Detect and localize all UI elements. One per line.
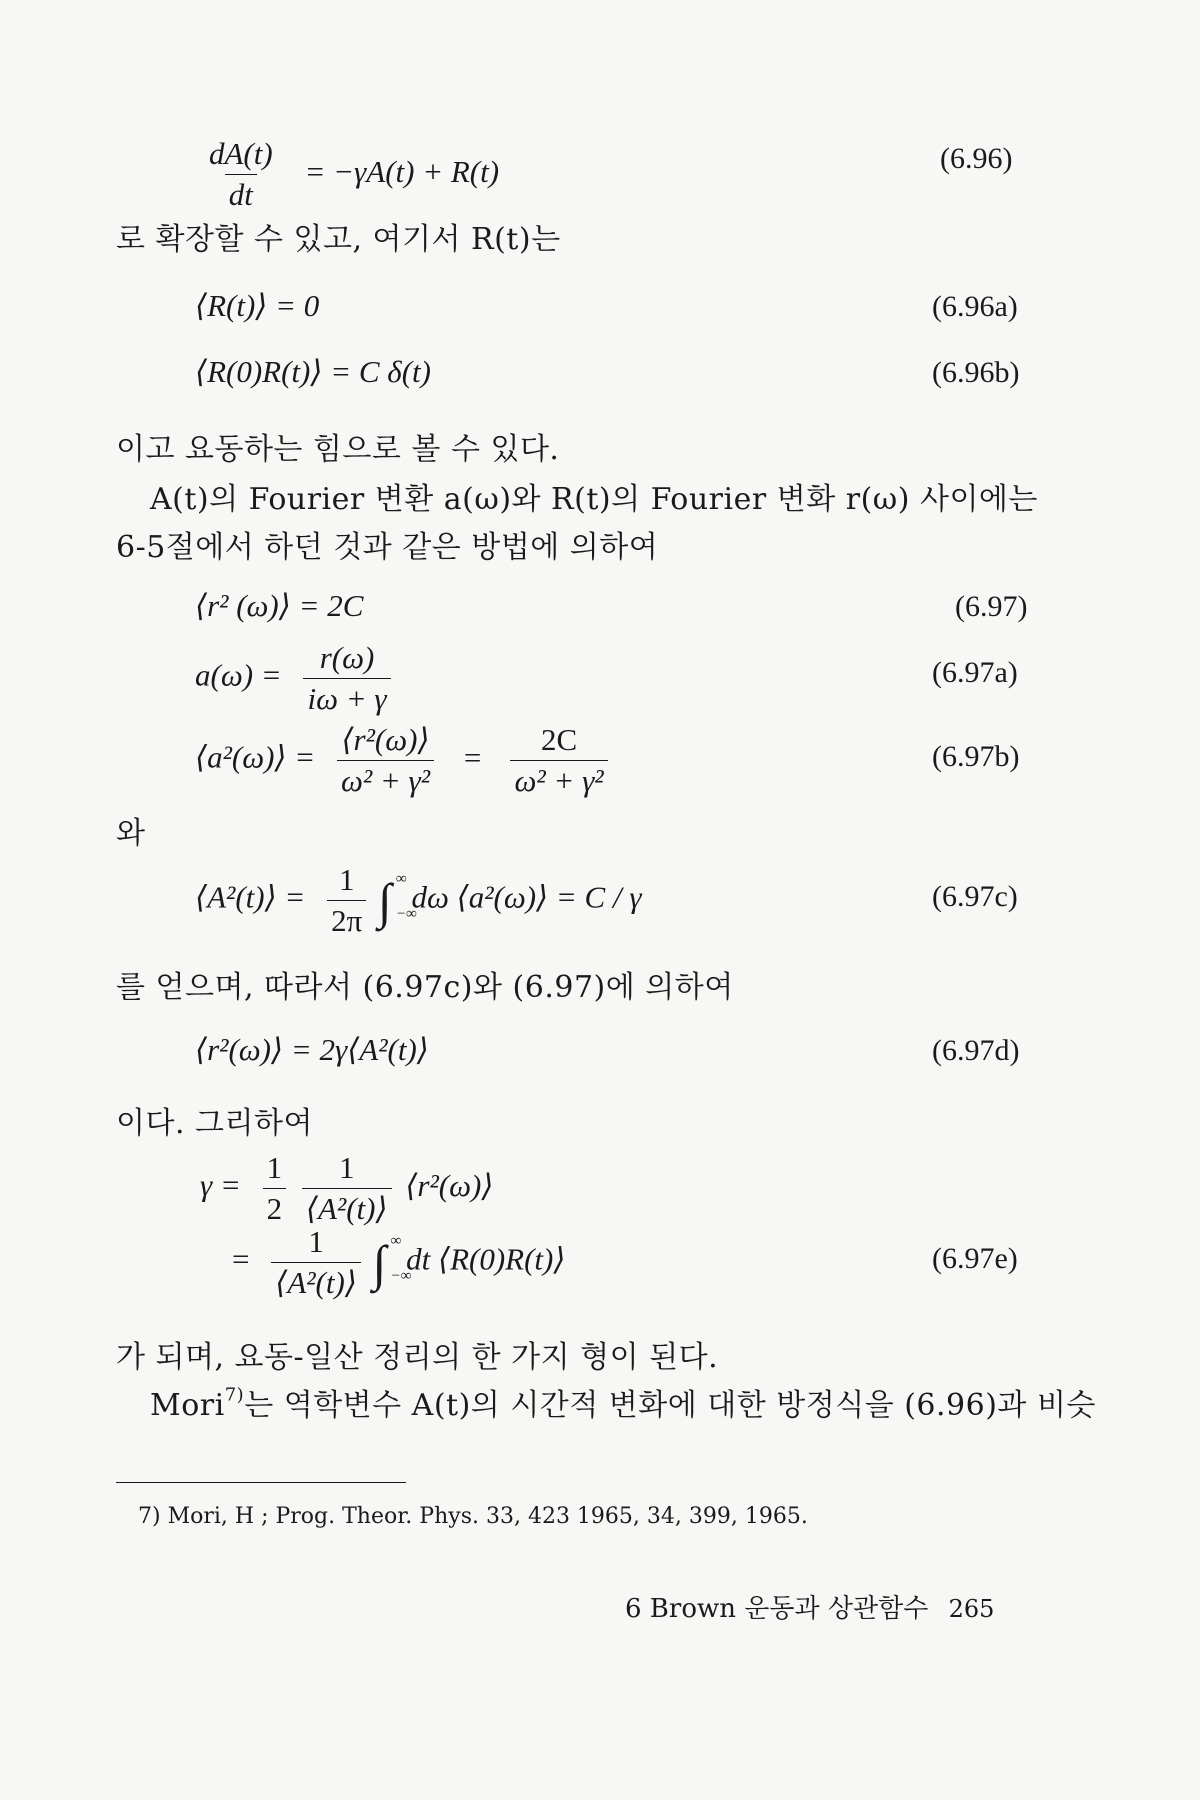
numerator: 1 [338,862,355,897]
equals-sign: = [232,1241,250,1277]
equation-lhs: ⟨a²(ω)⟩ = [195,739,316,775]
numerator: 1 [266,1150,283,1185]
integral-glyph: ∫ [378,872,392,929]
body-text: 를 얻으며, 따라서 (6.97c)와 (6.97)에 의하여 [116,970,734,1005]
upper-limit: ∞ [396,870,407,887]
equation-6-97e-line2 [232,1224,565,1301]
numerator: 1 [338,1150,355,1185]
numerator: 2C [540,722,578,757]
equation-rhs: = −γA(t) + R(t) [304,153,500,189]
numerator: r(ω) [319,640,375,675]
equation-6-97e-line1 [200,1150,493,1227]
numerator: dA(t) [209,136,273,171]
equation-number: (6.97c) [932,880,1018,913]
footnote-separator [116,1482,406,1483]
equation-number: (6.96b) [932,356,1020,389]
body-text: 이고 요동하는 힘으로 볼 수 있다. [116,432,560,467]
denominator: ω² + γ² [510,760,607,799]
denominator: ω² + γ² [337,760,434,799]
running-footer [625,1588,994,1625]
equation-rhs: dω ⟨a²(ω)⟩ = C / γ [411,879,642,915]
integral-glyph: ∫ [372,1234,387,1291]
body-text: 가 되며, 요동-일산 정리의 한 가지 형이 된다. [116,1340,719,1375]
body-text: 6-5절에서 하던 것과 같은 방법에 의하여 [116,530,659,565]
body-text: 로 확장할 수 있고, 여기서 R(t)는 [116,222,561,257]
equation-6-96b: ⟨R(0)R(t)⟩ = C δ(t) [195,354,431,389]
footnote-marker: 7) [224,1384,245,1406]
denominator: 2π [327,900,366,939]
upper-limit: ∞ [390,1232,402,1249]
fraction [302,1150,392,1227]
denominator: iω + γ [303,678,390,717]
page-number: 265 [948,1595,995,1623]
equation-number: (6.97d) [932,1034,1020,1067]
fraction [271,1224,361,1301]
equation-6-97: ⟨r² (ω)⟩ = 2C [195,588,364,623]
fraction [510,722,607,799]
body-text: A(t)의 Fourier 변환 a(ω)와 R(t)의 Fourier 변화 r(ω) 사이에는 [150,482,1038,517]
denominator: ⟨A²(t)⟩ [302,1188,392,1227]
numerator: 1 [308,1224,324,1259]
equation-6-96 [205,136,499,213]
body-text-continued: 는 역학변수 A(t)의 시간적 변화에 대한 방정식을 (6.96)과 비슷 [244,1388,1096,1423]
equation-number: (6.97a) [932,656,1018,689]
equation-lhs: ⟨A²(t)⟩ = [195,879,306,915]
body-text: 이다. 그리하여 [116,1106,313,1141]
equation-rhs: ⟨r²(ω)⟩ [405,1167,494,1203]
fraction [337,722,434,799]
integral-sign [372,1232,412,1291]
equation-number: (6.97b) [932,740,1020,773]
integral-sign [378,870,417,929]
body-text [150,1380,1096,1424]
equation-number: (6.96) [940,142,1013,175]
equation-number: (6.97) [955,590,1028,623]
fraction [303,640,390,717]
equation-rhs: dt ⟨R(0)R(t)⟩ [406,1241,566,1277]
fraction [263,1150,287,1227]
equation-lhs: γ = [200,1167,241,1203]
equation-number: (6.96a) [932,290,1018,323]
equation-lhs: a(ω) = [195,657,282,693]
lower-limit: −∞ [396,905,417,922]
equation-6-97a [195,640,391,717]
denominator: 2 [263,1188,287,1227]
equation-6-97c [195,862,642,939]
fraction [205,136,277,213]
lower-limit: −∞ [390,1267,412,1284]
author-name: Mori [150,1388,225,1423]
equation-6-97d: ⟨r²(ω)⟩ = 2γ⟨A²(t)⟩ [195,1032,429,1067]
denominator: dt [225,174,257,213]
numerator: ⟨r²(ω)⟩ [341,722,430,757]
equation-6-97b [195,722,608,799]
footnote: 7) Mori, H ; Prog. Theor. Phys. 33, 423 1965, 34, 399, 1965. [138,1504,808,1529]
chapter-title: 6 Brown 운동과 상관함수 [625,1594,929,1624]
equation-6-96a: ⟨R(t)⟩ = 0 [195,288,320,323]
equals-sign: = [461,739,483,775]
denominator: ⟨A²(t)⟩ [271,1262,361,1301]
equation-number: (6.97e) [932,1242,1018,1275]
fraction [327,862,366,939]
body-text: 와 [116,816,146,851]
